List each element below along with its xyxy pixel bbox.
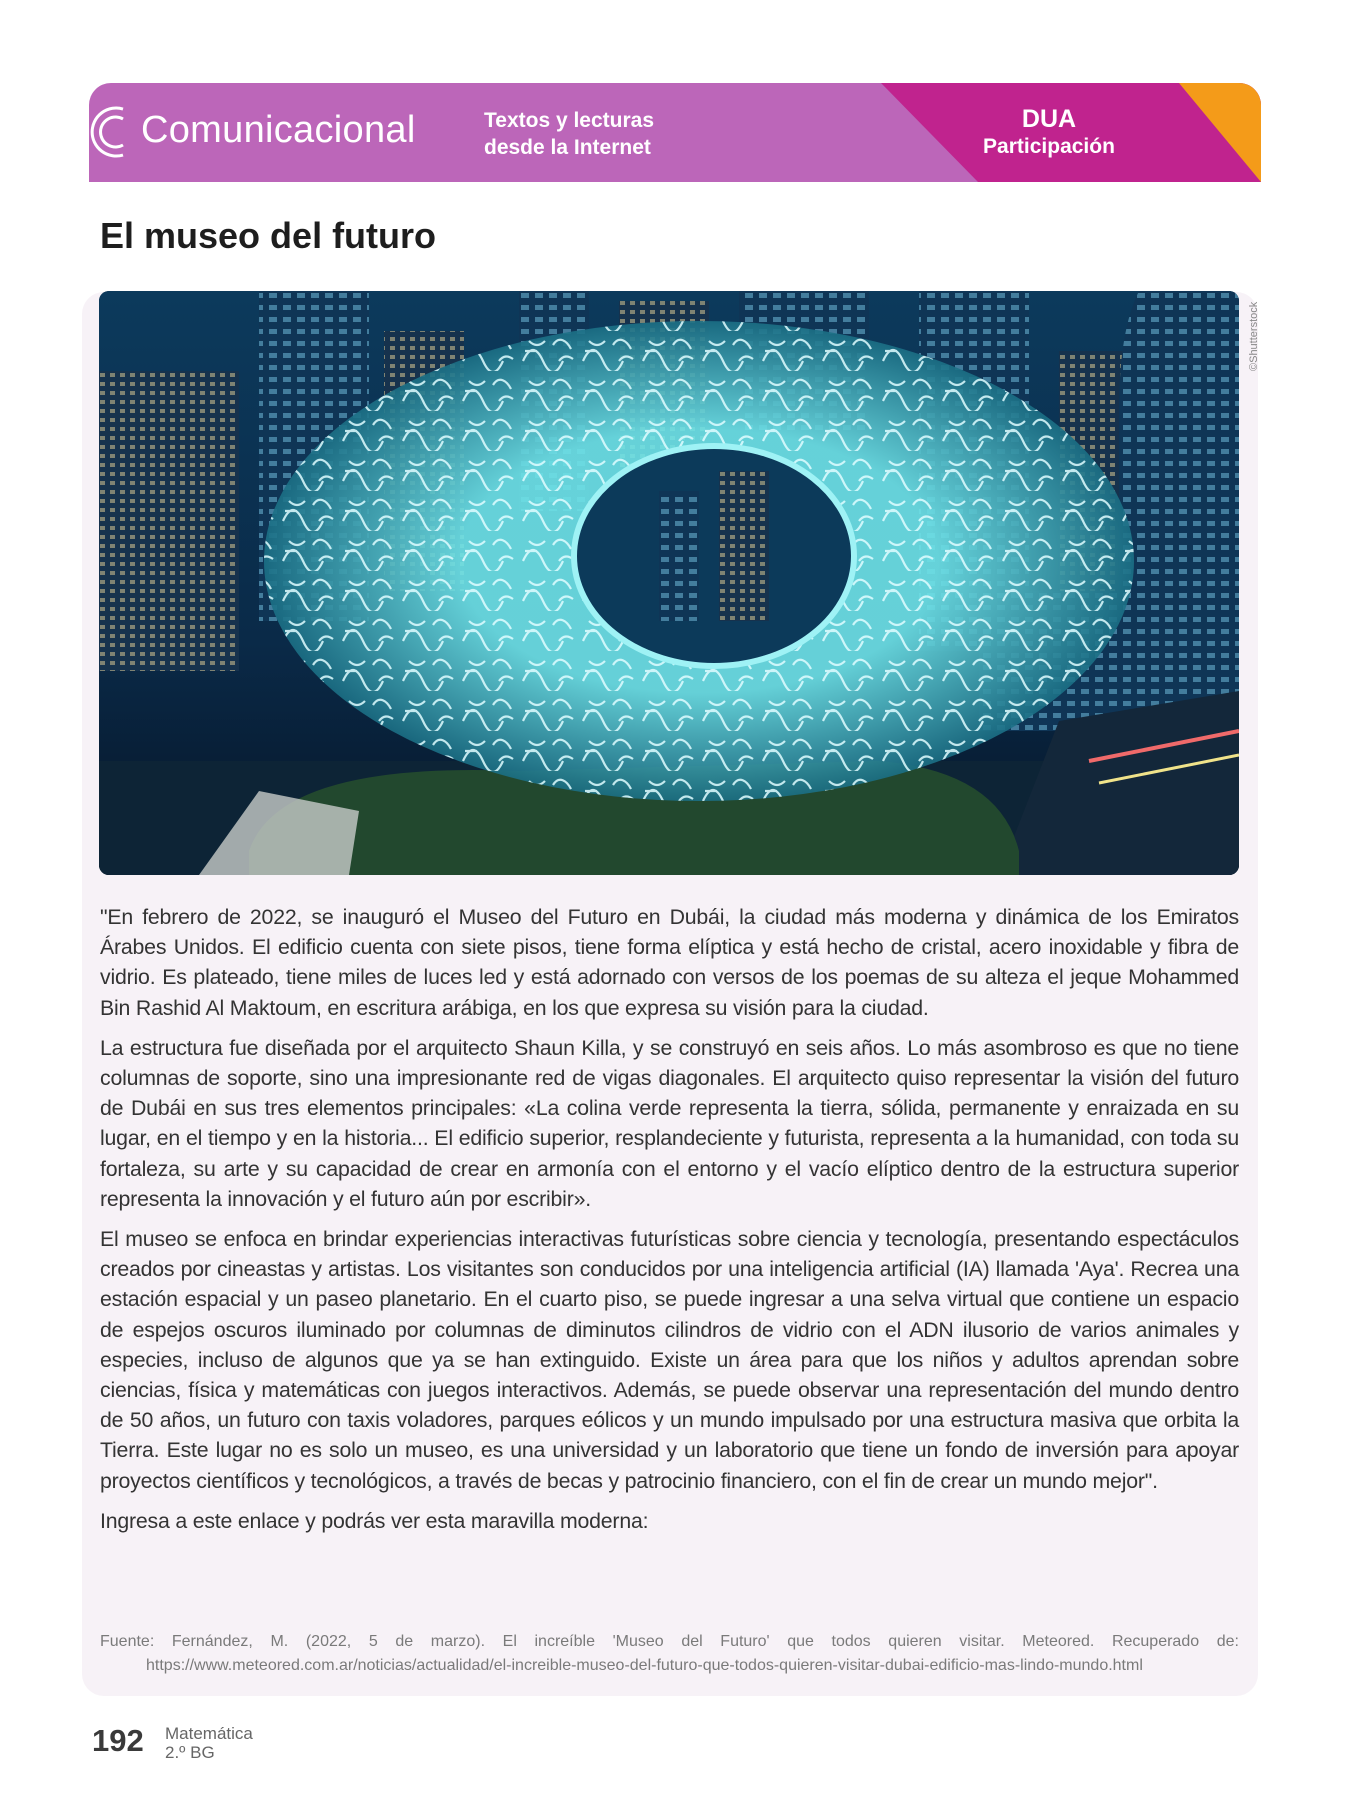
footer-subject — [165, 1724, 253, 1762]
section-subtitle-line1: Textos y lecturas — [484, 109, 655, 132]
paragraph-4: Ingresa a este enlace y podrás ver esta maravilla moderna: — [100, 1508, 649, 1533]
dua-badge-title: DUA — [1021, 105, 1077, 133]
photo-credit — [1247, 290, 1261, 372]
section-subtitle — [484, 107, 654, 161]
paragraph-3: El museo se enfoca en brindar experiencias interactivas futurísticas sobre ciencia y tecnología, presentando espectáculos creados por cineastas y artistas. Los visitantes son conducidos por una inteligencia artificial (IA) llamada 'Aya'. Recrea una estación espacial y un paseo planetario. En el cuarto piso, se puede ingresar a una selva virtual que contiene un espacio de espejos oscuros iluminado por columnas de diminutos cilindros de vidrio con el ADN ilusorio de varios animales y especies, incluso de algunos que ya se han extinguido. Existe un área para que los niños y adultos aprendan sobre ciencias, física y matemáticas con juegos interactivos. Además, se puede observar una representación del mundo dentro de 50 años, un futuro con taxis voladores, parques eólicos y un mundo impulsado por una estructura masiva que orbita la Tierra. Este lugar no es solo un museo, es una universidad y un laboratorio que tiene un fondo de inversión para apoyar proyectos científicos y tecnológicos, a través de becas y patrocinio financiero, con el fin de crear un mundo mejor". — [100, 1227, 1239, 1493]
dua-badge-subtitle: Participación — [983, 135, 1115, 158]
page-number: 192 — [92, 1723, 144, 1758]
footer-subject-name: Matemática — [165, 1724, 253, 1743]
comunicacional-logo-icon — [89, 97, 133, 167]
photo-credit-text: ©Shutterstock — [1248, 301, 1260, 371]
page-title: El museo del futuro — [100, 215, 437, 256]
source-citation: Fuente: Fernández, M. (2022, 5 de marzo). El increíble 'Museo del Futuro' que todos quieren visitar. Meteored. Recuperado de: https://www.meteored.com.ar/noticias/actualidad/el-increible-museo-del-futuro-que-todos-quieren-visitar-dubai-edificio-mas-lindo-mundo.html — [100, 1633, 1239, 1674]
section-banner — [89, 83, 1261, 182]
dua-badge — [979, 105, 1119, 161]
museum-photo-illustration — [99, 291, 1239, 875]
paragraph-1: "En febrero de 2022, se inauguró el Museo del Futuro en Dubái, la ciudad más moderna y dinámica de los Emiratos Árabes Unidos. El edificio cuenta con siete pisos, tiene forma elíptica y está hecho de cristal, acero inoxidable y fibra de vidrio. Es plateado, tiene miles de luces led y está adornado con versos de los poemas de su alteza el jeque Mohammed Bin Rashid Al Maktoum, en escritura arábiga, en los que expresa su visión para la ciudad. — [100, 905, 1239, 1020]
section-subtitle-line2: desde la Internet — [484, 136, 651, 159]
article-body — [100, 902, 1239, 1546]
museum-photo — [99, 291, 1239, 875]
paragraph-2: La estructura fue diseñada por el arquitecto Shaun Killa, y se construyó en seis años. Lo más asombroso es que no tiene columnas de soporte, sino una impresionante red de vigas diagonales. El arquitecto quiso representar la visión del futuro de Dubái en sus tres elementos principales: «La colina verde representa la tierra, sólida, permanente y enraizada en su lugar, en el tiempo y en la historia... El edificio superior, resplandeciente y futurista, representa a la humanidad, con toda su fortaleza, su arte y su capacidad de crear en armonía con el entorno y el vacío elíptico dentro de la estructura superior representa la innovación y el futuro aún por escribir». — [100, 1035, 1239, 1211]
footer-grade: 2.º BG — [165, 1743, 215, 1762]
section-title: Comunicacional — [141, 109, 416, 151]
